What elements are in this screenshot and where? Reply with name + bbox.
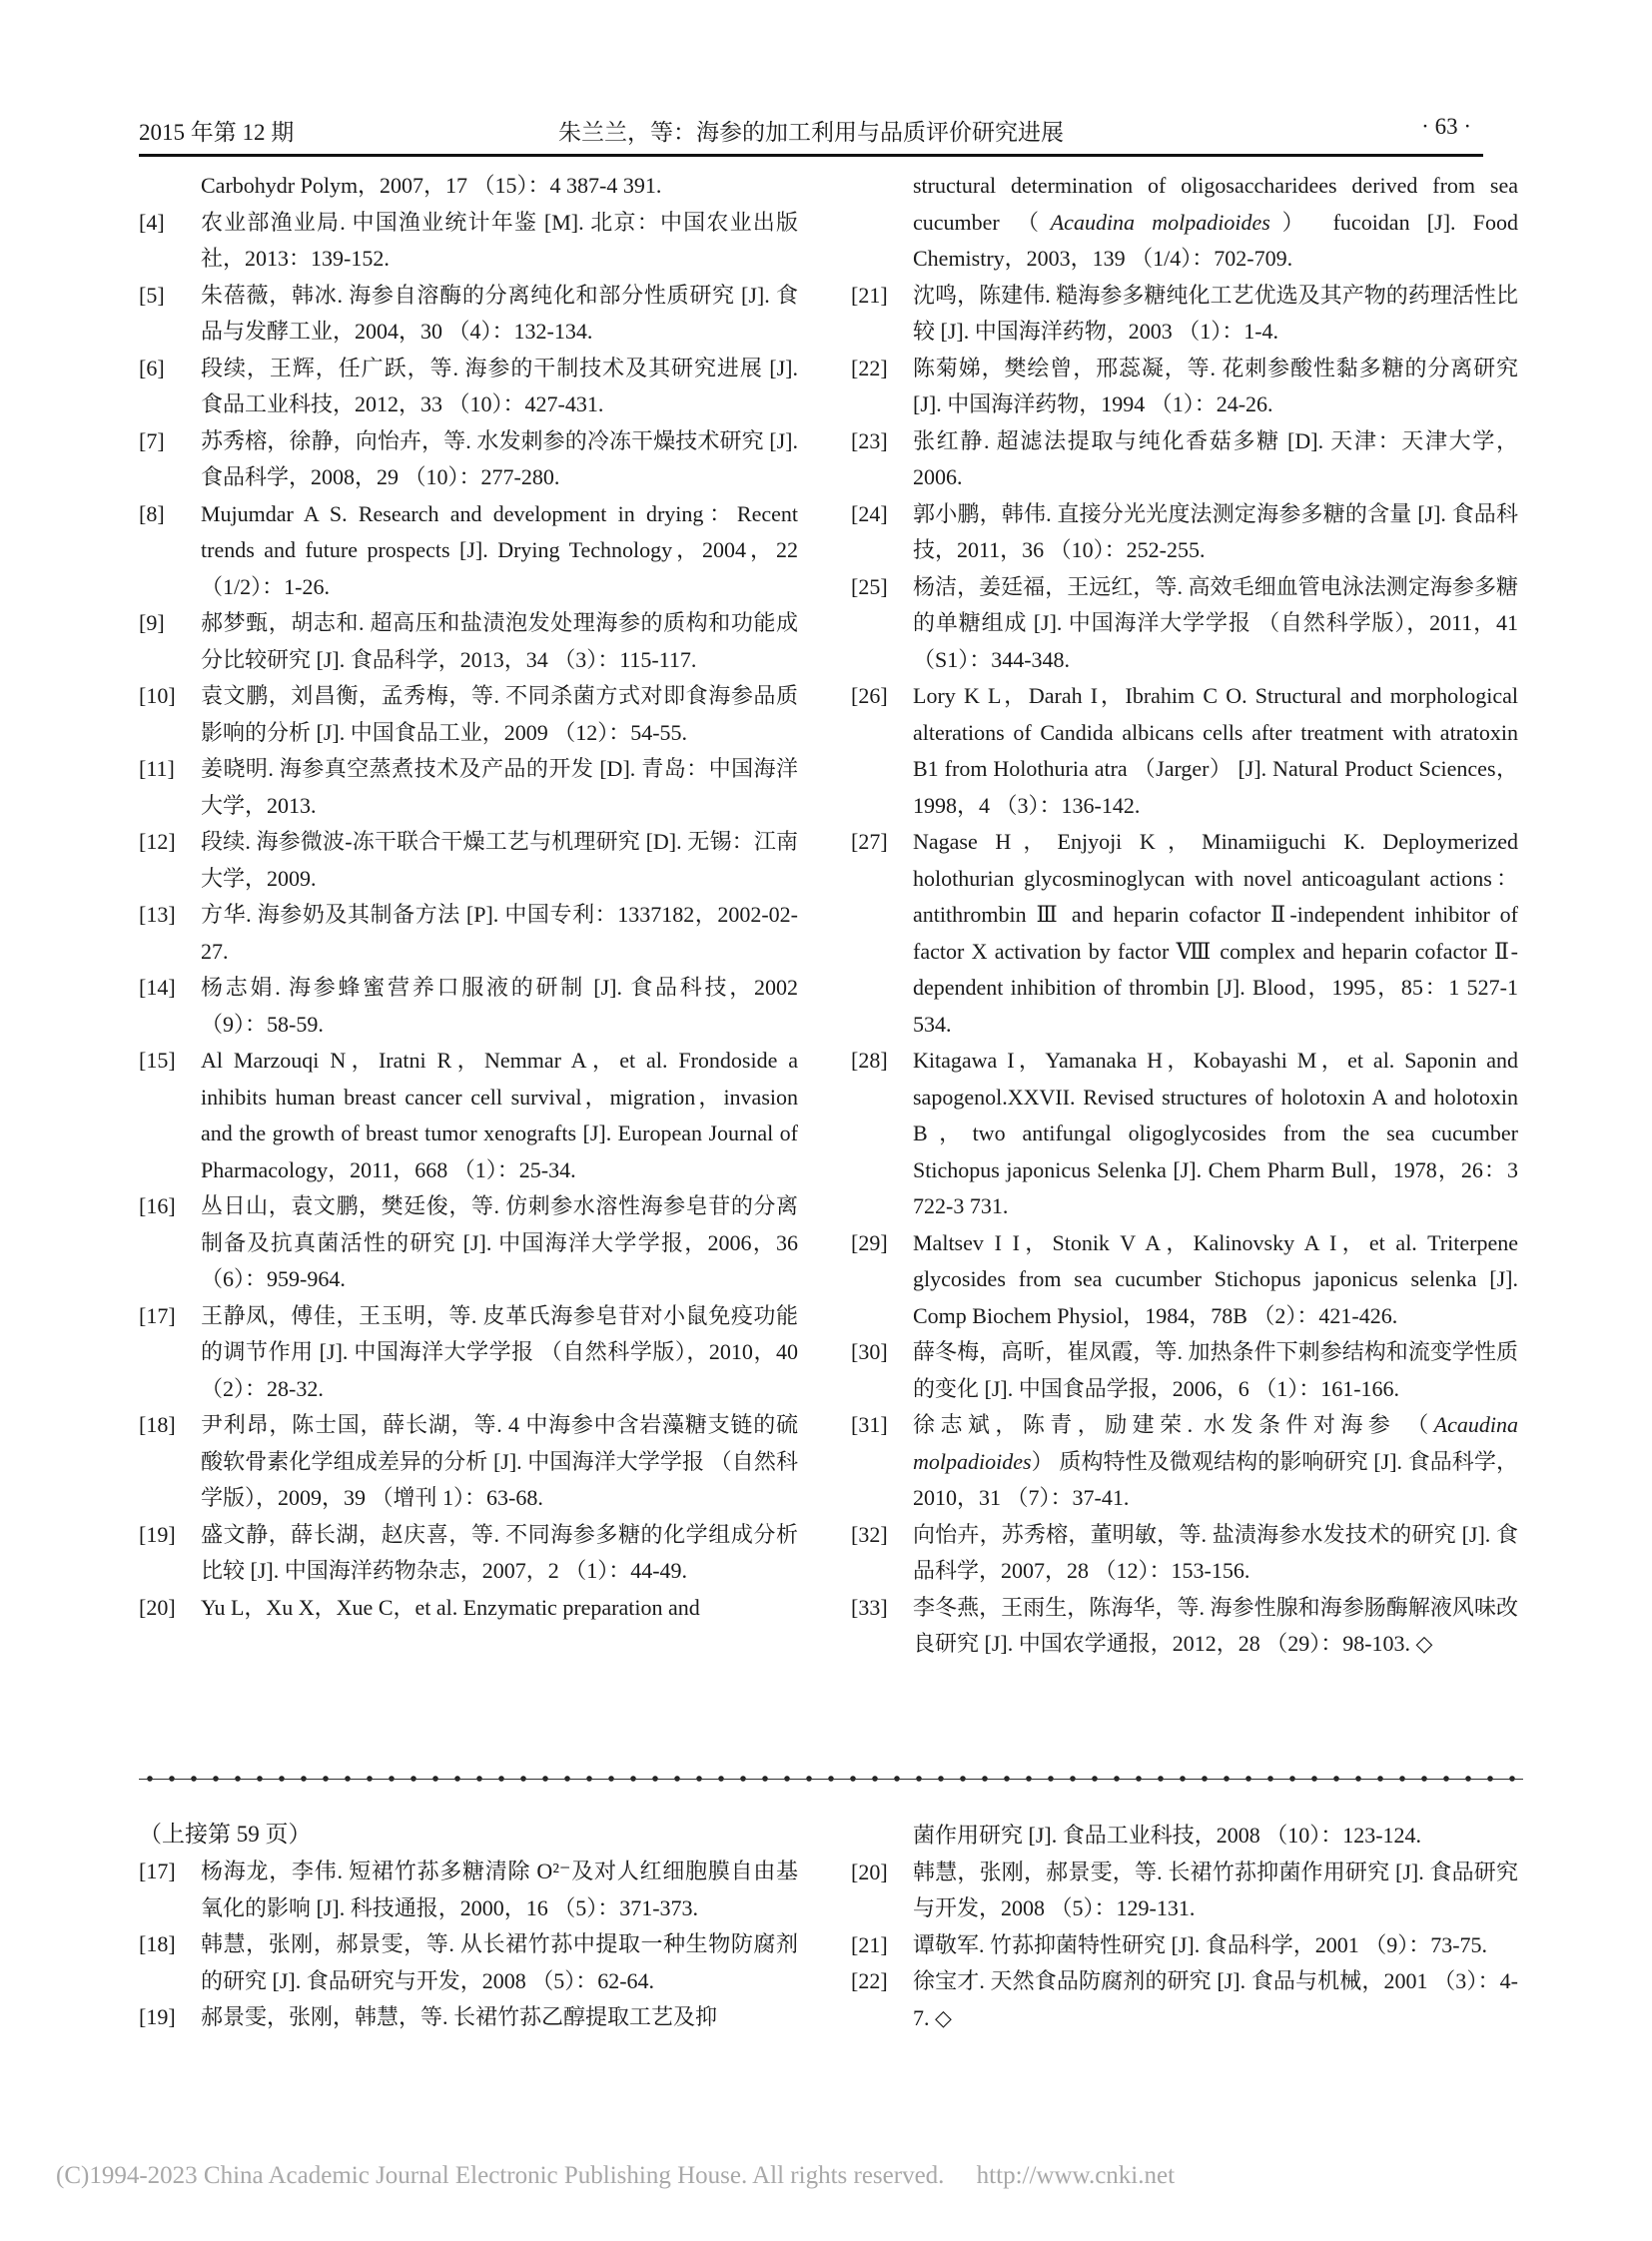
reference-number: [19]	[139, 1521, 176, 1547]
reference-text-after: ） fucoidan [J]. Food Chemistry，2003，139 （1/4）：702-709.	[913, 209, 1519, 271]
reference-entry	[139, 1188, 798, 1298]
reference-number: [19]	[139, 2004, 176, 2029]
reference-number: [17]	[139, 1859, 176, 1883]
section-divider	[139, 1774, 1523, 1784]
copyright-text: (C)1994-2023 China Academic Journal Electronic Publishing House. All rights reserved.	[56, 2162, 945, 2189]
reference-number: [18]	[139, 1931, 176, 1956]
reference-entry	[139, 678, 798, 751]
reference-entry	[139, 423, 798, 496]
reference-entry	[851, 678, 1518, 824]
reference-entry	[851, 1407, 1518, 1517]
reference-text: 向怡卉，苏秀榕，董明敏，等. 盐渍海参水发技术的研究 [J]. 食品科学，2007，28 （12）：153-156.	[913, 1521, 1518, 1583]
reference-entry	[851, 1517, 1518, 1590]
reference-entry	[139, 1999, 798, 2036]
copyright-footer	[56, 2162, 1554, 2190]
reference-entry	[139, 278, 798, 351]
reference-number: [18]	[139, 1412, 176, 1437]
reference-entry	[851, 496, 1518, 569]
reference-number: [11]	[139, 756, 175, 781]
reference-entry	[139, 1407, 798, 1517]
reference-number: [14]	[139, 975, 176, 1000]
reference-number: [22]	[851, 355, 888, 380]
reference-number: [31]	[851, 1412, 888, 1437]
reference-entry	[851, 1225, 1518, 1335]
reference-number: [23]	[851, 427, 888, 453]
reference-number: [24]	[851, 500, 888, 526]
reference-text: 韩慧，张刚，郝景雯，等. 从长裙竹荪中提取一种生物防腐剂的研究 [J]. 食品研究与开发，2008 （5）：62-64.	[201, 1931, 798, 1993]
reference-text: Mujumdar A S. Research and development in drying：Recent trends and future prospects [J]. Drying Technology，2004，22 （1/2）：1-26.	[201, 500, 798, 599]
reference-text: 沈鸣，陈建伟. 糙海参多糖纯化工艺优选及其产物的药理活性比较 [J]. 中国海洋药物，2003 （1）：1-4.	[913, 282, 1518, 344]
reference-number: [5]	[139, 282, 165, 308]
reference-number: [25]	[851, 573, 888, 599]
reference-entry	[139, 751, 798, 824]
continued-from-label: （上接第 59 页）	[139, 1822, 312, 1847]
reference-entry	[851, 278, 1518, 351]
reference-entry	[851, 423, 1518, 496]
reference-entry	[139, 205, 798, 278]
species-name: Acaudina molpadioides	[913, 1412, 1518, 1474]
reference-number: [26]	[851, 683, 888, 708]
reference-number: [21]	[851, 282, 888, 308]
reference-text: 郭小鹏，韩伟. 直接分光光度法测定海参多糖的含量 [J]. 食品科技，2011，36 （10）：252-255.	[913, 500, 1518, 562]
reference-text: 农业部渔业局. 中国渔业统计年鉴 [M]. 北京：中国农业出版社，2013：139-152.	[201, 209, 798, 271]
reference-text: 杨志娟. 海参蜂蜜营养口服液的研制 [J]. 食品科技，2002 （9）：58-59.	[201, 975, 798, 1037]
reference-entry	[851, 1927, 1518, 1964]
reference-entry	[851, 1963, 1518, 2036]
reference-text: 郝梦甄，胡志和. 超高压和盐渍泡发处理海参的质构和功能成分比较研究 [J]. 食品科学，2013，34 （3）：115-117.	[201, 610, 798, 672]
reference-text: 尹利昂，陈士国，薛长湖，等. 4 中海参中含岩藻糖支链的硫酸软骨素化学组成差异的分析 [J]. 中国海洋大学学报 （自然科学版），2009，39 （增刊 1）：63-68.	[201, 1412, 798, 1510]
reference-number: [21]	[851, 1931, 888, 1957]
reference-number: [30]	[851, 1339, 888, 1364]
reference-entry	[139, 1926, 798, 1999]
reference-entry	[851, 168, 1518, 278]
reference-number: [17]	[139, 1302, 176, 1328]
reference-text: 袁文鹏，刘昌衡，孟秀梅，等. 不同杀菌方式对即食海参品质影响的分析 [J]. 中国食品工业，2009 （12）：54-55.	[201, 683, 798, 745]
reference-entry	[851, 569, 1518, 679]
reference-text: 徐宝才. 天然食品防腐剂的研究 [J]. 食品与机械，2001 （3）：4-7. ◇	[913, 1968, 1518, 2030]
journal-issue: 2015 年第 12 期	[139, 120, 295, 145]
reference-entry	[851, 1855, 1518, 1927]
reference-entry	[851, 1043, 1518, 1225]
reference-number: [33]	[851, 1594, 888, 1620]
reference-text: Maltsev I I，Stonik V A，Kalinovsky A I，et al. Triterpene glycosides from sea cucumber Stichopus japonicus selenka [J]. Comp Biochem Physiol，1984，78B （2）：421-426.	[913, 1229, 1518, 1328]
reference-text: 盛文静，薛长湖，赵庆喜，等. 不同海参多糖的化学组成分析比较 [J]. 中国海洋药物杂志，2007，2 （1）：44-49.	[201, 1521, 798, 1583]
reference-number: [20]	[851, 1859, 888, 1884]
page-header	[139, 108, 1483, 157]
reference-text: 杨洁，姜廷福，王远红，等. 高效毛细血管电泳法测定海参多糖的单糖组成 [J]. 中国海洋大学学报 （自然科学版），2011，41 （S1）：344-348.	[913, 573, 1518, 672]
reference-number: [27]	[851, 829, 888, 854]
reference-entry	[139, 1517, 798, 1590]
species-name: Acaudina molpadioides	[1050, 209, 1270, 235]
references-right-column	[851, 168, 1518, 1663]
reference-text-after: ） 质构特性及微观结构的影响研究 [J]. 食品科学，2010，31 （7）：37-41.	[913, 1448, 1518, 1510]
reference-number: [32]	[851, 1521, 888, 1547]
reference-text: 杨海龙，李伟. 短裙竹荪多糖清除 O²⁻及对人红细胞膜自由基氧化的影响 [J]. 科技通报，2000，16 （5）：371-373.	[201, 1859, 798, 1920]
reference-text: 韩慧，张刚，郝景雯，等. 长裙竹荪抑菌作用研究 [J]. 食品研究与开发，2008 （5）：129-131.	[913, 1859, 1518, 1920]
reference-entry	[139, 168, 798, 205]
continued-references-left	[139, 1854, 798, 2036]
references-left-column	[139, 168, 798, 1626]
reference-text: 姜晓明. 海参真空蒸煮技术及产品的开发 [D]. 青岛：中国海洋大学，2013.	[201, 756, 798, 818]
reference-number: [9]	[139, 610, 165, 635]
reference-number: [22]	[851, 1968, 888, 1993]
reference-text: 徐志斌，陈青，励建荣. 水发条件对海参 （	[913, 1412, 1434, 1437]
reference-entry	[139, 351, 798, 423]
reference-text: Al Marzouqi N，Iratni R，Nemmar A，et al. Frondoside a inhibits human breast cancer cell survival，migration，invasion and the growth of breast tumor xenografts [J]. European Journal of Pharmacology，2011，668 （1）：25-34.	[201, 1048, 798, 1182]
reference-number: [7]	[139, 427, 165, 453]
reference-text: 郝景雯，张刚，韩慧，等. 长裙竹荪乙醇提取工艺及抑	[201, 2004, 718, 2029]
reference-text: 王静凤，傅佳，王玉明，等. 皮革氏海参皂苷对小鼠免疫功能的调节作用 [J]. 中国海洋大学学报 （自然科学版），2010，40 （2）：28-32.	[201, 1302, 798, 1401]
reference-entry	[139, 1590, 798, 1627]
continued-references-right	[851, 1818, 1518, 2036]
reference-text: 张红静. 超滤法提取与纯化香菇多糖 [D]. 天津：天津大学，2006.	[913, 427, 1518, 489]
reference-entry	[851, 1334, 1518, 1407]
cnki-link[interactable]: http://www.cnki.net	[976, 2162, 1176, 2189]
reference-text: structural determination of oligosaccharidees derived from sea cucumber （	[913, 173, 1518, 235]
reference-number: [20]	[139, 1594, 176, 1620]
reference-number: [4]	[139, 209, 165, 235]
reference-number: [10]	[139, 683, 176, 708]
reference-text: Kitagawa I，Yamanaka H，Kobayashi M，et al. Saponin and sapogenol.XXVII. Revised structures of holotoxin A and holotoxin B，two antifungal oligoglycosides from the sea cucumber Stichopus japonicus Selenka [J]. Chem Pharm Bull，1978，26：3 722-3 731.	[913, 1048, 1518, 1218]
reference-entry	[139, 970, 798, 1043]
reference-text: 陈菊娣，樊绘曾，邢蕊凝，等. 花刺参酸性黏多糖的分离研究 [J]. 中国海洋药物，1994 （1）：24-26.	[913, 355, 1518, 416]
reference-text: 菌作用研究 [J]. 食品工业科技，2008 （10）：123-124.	[913, 1823, 1422, 1848]
reference-text: 谭敬军. 竹荪抑菌特性研究 [J]. 食品科学，2001 （9）：73-75.	[913, 1931, 1488, 1957]
reference-number: [13]	[139, 902, 176, 927]
reference-number: [12]	[139, 829, 176, 854]
reference-text: 方华. 海参奶及其制备方法 [P]. 中国专利：1337182，2002-02-27.	[201, 902, 798, 964]
reference-number: [16]	[139, 1193, 176, 1218]
reference-entry	[139, 824, 798, 897]
reference-entry	[139, 496, 798, 606]
reference-text: 薛冬梅，高昕，崔凤霞，等. 加热条件下刺参结构和流变学性质的变化 [J]. 中国食品学报，2006，6 （1）：161-166.	[913, 1339, 1518, 1401]
reference-number: [29]	[851, 1229, 888, 1255]
reference-entry	[139, 605, 798, 678]
reference-number: [6]	[139, 355, 165, 380]
page-number: · 63 ·	[1421, 114, 1471, 139]
reference-entry	[851, 824, 1518, 1043]
reference-text: 段续. 海参微波-冻干联合干燥工艺与机理研究 [D]. 无锡：江南大学，2009.	[201, 829, 798, 891]
reference-text: Yu L，Xu X，Xue C，et al. Enzymatic preparation and	[201, 1594, 700, 1620]
reference-text: 李冬燕，王雨生，陈海华，等. 海参性腺和海参肠酶解液风味改良研究 [J]. 中国农学通报，2012，28 （29）：98-103. ◇	[913, 1594, 1518, 1656]
reference-entry	[139, 1043, 798, 1188]
reference-text: 苏秀榕，徐静，向怡卉，等. 水发刺参的冷冻干燥技术研究 [J]. 食品科学，2008，29 （10）：277-280.	[201, 427, 798, 489]
reference-entry	[851, 1818, 1518, 1855]
reference-entry	[139, 1298, 798, 1408]
reference-number: [28]	[851, 1048, 888, 1073]
running-title: 朱兰兰，等：海参的加工利用与品质评价研究进展	[558, 120, 1064, 145]
reference-entry	[139, 897, 798, 970]
reference-text: 段续，王辉，任广跃，等. 海参的干制技术及其研究进展 [J]. 食品工业科技，2012，33 （10）：427-431.	[201, 355, 798, 416]
reference-text: Nagase H，Enjyoji K，Minamiiguchi K. Deploymerized holothurian glycosminoglycan with novel anticoagulant actions：antithrombin Ⅲ and heparin cofactor Ⅱ-independent inhibitor of factor X activation by factor Ⅷ complex and heparin cofactor Ⅱ- dependent inhibition of thrombin [J]. Blood，1995，85：1 527-1 534.	[913, 829, 1518, 1037]
reference-number: [15]	[139, 1048, 176, 1073]
reference-text: 朱蓓薇，韩冰. 海参自溶酶的分离纯化和部分性质研究 [J]. 食品与发酵工业，2004，30 （4）：132-134.	[201, 282, 798, 344]
reference-text: Carbohydr Polym，2007，17 （15）：4 387-4 391.	[201, 173, 662, 198]
reference-entry	[851, 351, 1518, 423]
reference-number: [8]	[139, 500, 165, 526]
reference-text: 丛日山，袁文鹏，樊廷俊，等. 仿刺参水溶性海参皂苷的分离制备及抗真菌活性的研究 [J]. 中国海洋大学学报，2006，36 （6）：959-964.	[201, 1193, 798, 1291]
reference-entry	[139, 1854, 798, 1926]
reference-text: Lory K L，Darah I，Ibrahim C O. Structural and morphological alterations of Candida albicans cells after treatment with atratoxin B1 from Holothuria atra （Jarger） [J]. Natural Product Sciences，1998，4 （3）：136-142.	[913, 683, 1518, 818]
reference-entry	[851, 1590, 1518, 1663]
